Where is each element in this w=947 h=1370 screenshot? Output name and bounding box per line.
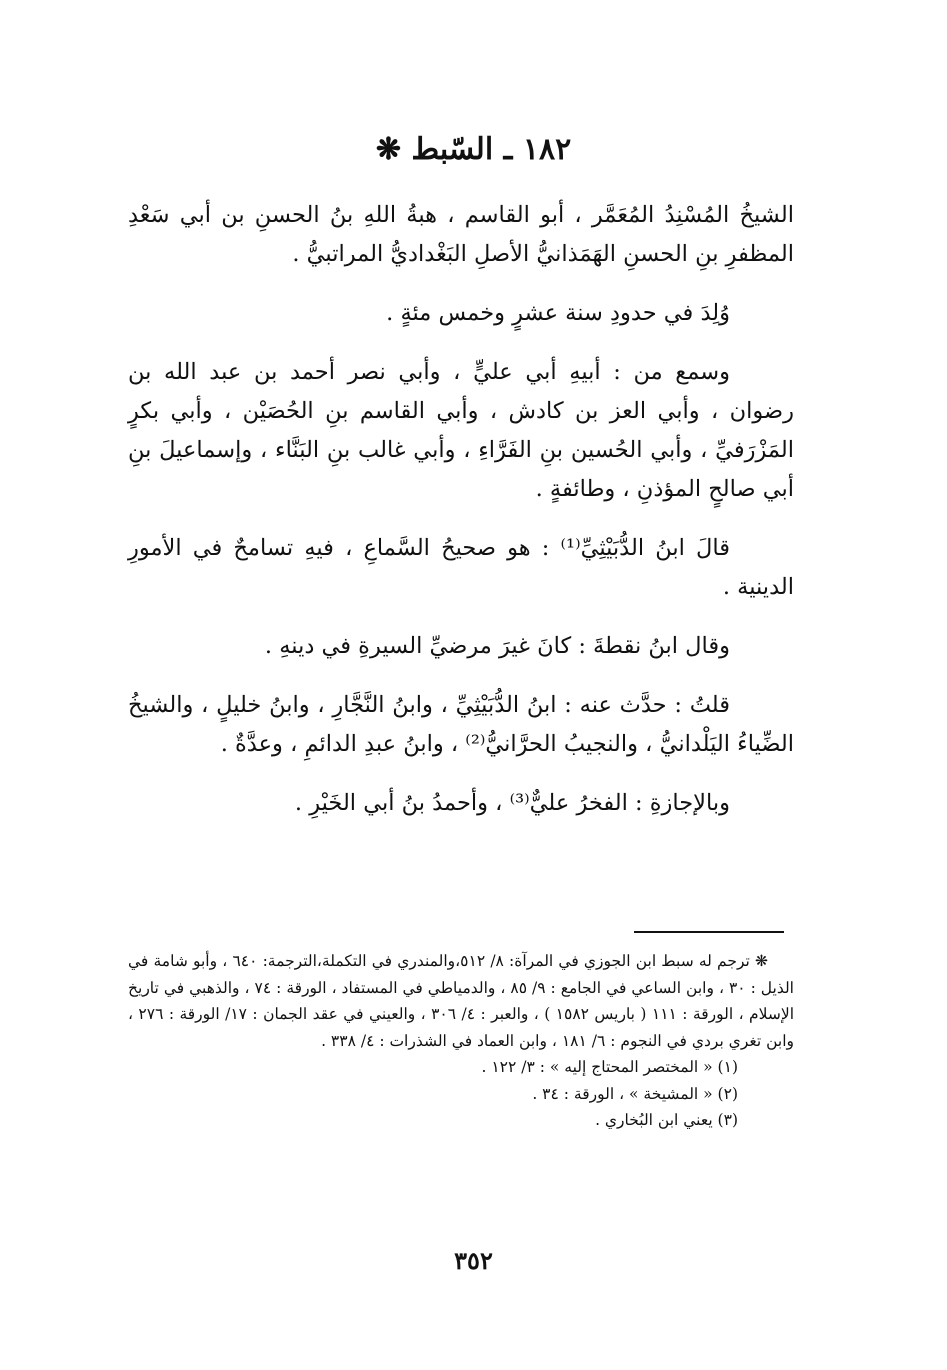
paragraph-ijaza: وبالإجازةِ : الفخرُ عليٌّ⁽³⁾ ، وأحمدُ بنُ أبي الخَيْرِ .: [294, 790, 730, 816]
paragraph-nuqta-quote: وقال ابنُ نقطةَ : كانَ غيرَ مرضيِّ السيرةِ في دينهِ .: [264, 633, 730, 659]
paragraph-birth: وُلِدَ في حدودِ سنة عشرٍ وخمس مئةٍ .: [386, 300, 730, 326]
paragraph-students: قلتُ : حدَّث عنه : ابنُ الدُّبَيْثِيِّ ، وابنُ النَّجَّارِ ، وابنُ خليلٍ ، والشيخُ الضِّياءُ اليَلْدانيُّ ، والنجيبُ الحرَّانيُّ⁽²⁾ ، وابنُ عبدِ الدائمِ ، وعدَّةٌ .: [128, 692, 794, 757]
footnote-1: (١) « المختصر المحتاج إليه » : ٣/ ١٢٢ .: [481, 1058, 738, 1076]
paragraph-teachers: وسمع من : أبيهِ أبي عليٍّ ، وأبي نصر أحمد بن عبد الله بن رضوان ، وأبي العز بن كادش ، وأبي القاسم بنِ الحُصَيْن ، وأبي بكرٍ المَزْرَفيِّ ، وأبي الحُسين بنِ الفَرَّاءِ ، وأبي غالب بنِ البَنَّاء ، وإسماعيلَ بنِ أبي صالحٍ المؤذنِ ، وطائفةٍ .: [128, 359, 794, 502]
paragraph-dubaythi-quote: قالَ ابنُ الدُّبَيْثِيِّ⁽¹⁾ : هو صحيحُ السَّماعِ ، فيهِ تسامحٌ في الأمورِ الدينية .: [128, 535, 794, 600]
footnote-separator: [634, 931, 784, 933]
footnotes: [128, 948, 794, 1134]
footnote-2: (٢) « المشيخة » ، الورقة : ٣٤ .: [532, 1084, 738, 1103]
entry-title: ١٨٢ ـ السّبط ❋: [375, 132, 572, 167]
biography-text: [128, 196, 794, 843]
paragraph-name-lineage: الشيخُ المُسْنِدُ المُعَمَّر ، أبو القاسم ، هبةُ اللهِ بنُ الحسنِ بن أبي سَعْدِ المظفرِ بنِ الحسنِ الهَمَذانيُّ الأصلِ البَغْداديُّ المراتبيُّ .: [128, 202, 794, 267]
footnote-sources: ❋ ترجم له سبط ابن الجوزي في المرآة: ٨/ ٥١٢،والمندري في التكملة،الترجمة: ٦٤٠ ، وأبو شامة في الذيل : ٣٠ ، وابن الساعي في الجامع : ٩/ ٨٥ ، والدمياطي في المستفاد ، الورقة : ٧٤ ، والذهبي في تاريخ الإسلام ، الورقة : ١١١ ( باريس ١٥٨٢ ) ، والعبر : ٤/ ٣٠٦ ، والعيني في عقد الجمان : ١٧/ الورقة : ٢٧٦ ، وابن تغري بردي في النجوم : ٦/ ١٨١ ، وابن العماد في الشذرات : ٤/ ٣٣٨ .: [128, 952, 794, 1050]
page-number: ٣٥٢: [454, 1246, 493, 1275]
footnote-3: (٣) يعني ابن البُخاري .: [595, 1111, 738, 1129]
